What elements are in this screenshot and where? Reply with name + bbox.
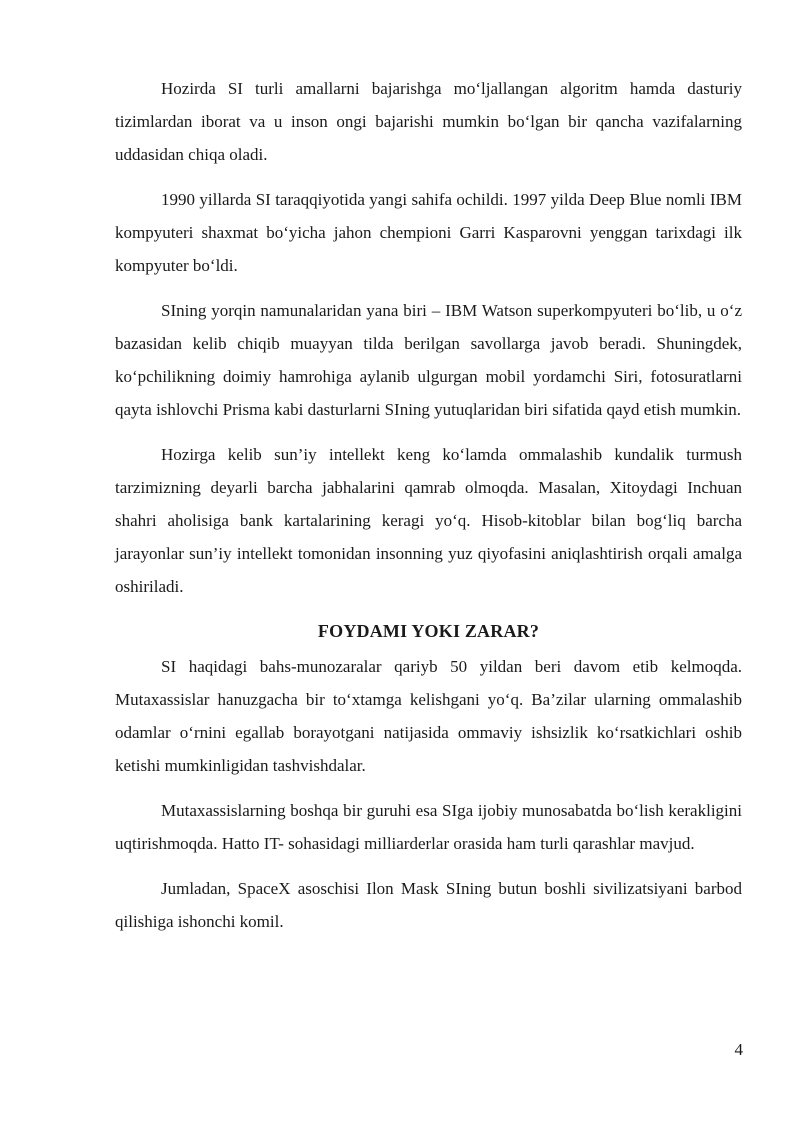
document-page — [115, 72, 742, 950]
section-heading: FOYDAMI YOKI ZARAR? — [317, 621, 540, 641]
paragraph-ibm-watson: SIning yorqin namunalaridan yana biri – IBM Watson superkompyuteri bo‘lib, u o‘z bazasidan kelib chiqib muayyan tilda berilgan savollarga javob beradi. Shuningdek, ko‘pchilikning doimiy hamrohiga aylanib ulgurgan mobil yordamchi Siri, fotosuratlarni qayta ishlovchi Prisma kabi dasturlarni SIning yutuqlaridan biri sifatida qayd etish mumkin. — [115, 301, 742, 419]
paragraph-ai-daily-life: Hozirga kelib sun’iy intellekt keng ko‘lamda ommalashib kundalik turmush tarzimizning deyarli barcha jabhalarini qamrab olmoqda. Masalan, Xitoydagi Inchuan shahri aholisiga bank kartalarining keragi yo‘q. Hisob-kitoblar bilan bog‘liq barcha jarayonlar sun’iy intellekt tomonidan insonning yuz qiyofasini aniqlashtirish orqali amalga oshiriladi. — [115, 445, 742, 596]
paragraph-deep-blue: 1990 yillarda SI taraqqiyotida yangi sahifa ochildi. 1997 yilda Deep Blue nomli IBM kompyuteri shaxmat bo‘yicha jahon chempioni Garri Kasparovni yenggan tarixdagi ilk kompyuter bo‘ldi. — [115, 190, 742, 275]
paragraph-debate: SI haqidagi bahs-munozaralar qariyb 50 yildan beri davom etib kelmoqda. Mutaxassislar hanuzgacha bir to‘xtamga kelishgani yo‘q. Ba’zilar ularning ommalashib odamlar o‘rnini egallab borayotgani natijasida ommaviy ishsizlik ko‘rsatkichlari oshib ketishi mumkinligidan tashvishdalar. — [115, 657, 742, 775]
paragraph-positive-view: Mutaxassislarning boshqa bir guruhi esa SIga ijobiy munosabatda bo‘lish kerakligini uqtirishmoqda. Hatto IT- sohasidagi milliarderlar orasida ham turli qarashlar mavjud. — [115, 801, 742, 853]
page-number: 4 — [734, 1040, 743, 1059]
paragraph-ai-definition: Hozirda SI turli amallarni bajarishga mo‘ljallangan algoritm hamda dasturiy tizimlardan iborat va u inson ongi bajarishi mumkin bo‘lgan bir qancha vazifalarning uddasidan chiqa oladi. — [115, 79, 742, 164]
paragraph-elon-musk: Jumladan, SpaceX asoschisi Ilon Mask SIning butun boshli sivilizatsiyani barbod qilishiga ishonchi komil. — [115, 879, 742, 931]
